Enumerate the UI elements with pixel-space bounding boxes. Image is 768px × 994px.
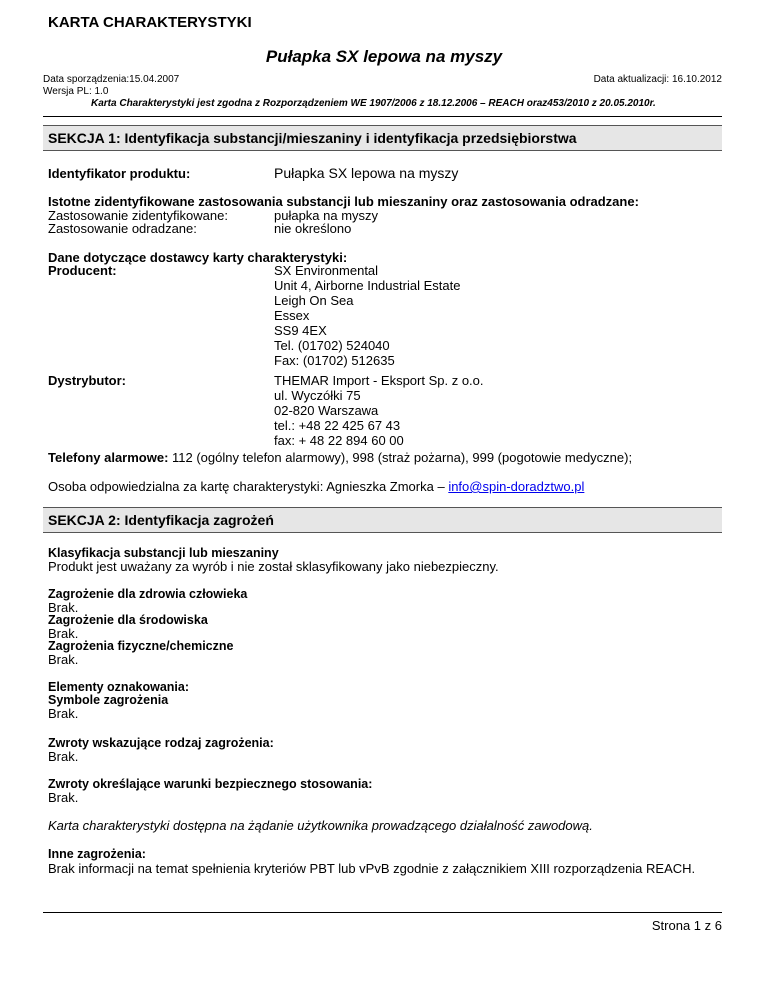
distributor-line: fax: + 48 22 894 60 00 — [274, 433, 404, 448]
producer-line: SS9 4EX — [274, 323, 327, 338]
h-phrases-value: Brak. — [48, 749, 79, 764]
distributor-line: tel.: +48 22 425 67 43 — [274, 418, 401, 433]
section-2-header — [43, 507, 722, 533]
producer-line: Tel. (01702) 524040 — [274, 338, 390, 353]
producer-line: Leigh On Sea — [274, 293, 354, 308]
hazard-symbols-label: Symbole zagrożenia — [48, 693, 169, 707]
distributor-label: Dystrybutor: — [48, 373, 127, 388]
emergency-phones — [48, 450, 632, 465]
responsible-text: Osoba odpowiedzialna za kartę charakterystyki: Agnieszka Zmorka – — [48, 479, 449, 494]
emergency-label: Telefony alarmowe: — [48, 450, 169, 465]
env-hazard-value: Brak. — [48, 626, 79, 641]
document-type: KARTA CHARAKTERYSTYKI — [48, 14, 252, 31]
product-id-value: Pułapka SX lepowa na myszy — [274, 165, 459, 181]
uses-heading: Istotne zidentyfikowane zastosowania substancji lub mieszaniny oraz zastosowania odradzane: — [48, 194, 639, 209]
distributor-line: ul. Wyczółki 75 — [274, 388, 361, 403]
footer-divider — [43, 912, 722, 913]
identified-use-label: Zastosowanie zidentyfikowane: — [48, 208, 228, 223]
product-title: Pułapka SX lepowa na myszy — [265, 47, 503, 66]
date-updated: Data aktualizacji: 16.10.2012 — [593, 74, 722, 85]
discouraged-use-label: Zastosowanie odradzane: — [48, 221, 197, 236]
availability-note: Karta charakterystyki dostępna na żądanie użytkownika prowadzącego działalność zawodową. — [48, 818, 593, 833]
distributor-line: THEMAR Import - Eksport Sp. z o.o. — [274, 373, 484, 388]
distributor-address — [274, 373, 484, 448]
producer-line: SX Environmental — [274, 263, 379, 278]
identified-use-value: pułapka na myszy — [274, 208, 379, 223]
label-elements-heading: Elementy oznakowania: — [48, 680, 190, 694]
page-number: Strona 1 z 6 — [651, 918, 722, 933]
responsible-email-link[interactable]: info@spin-doradztwo.pl — [448, 479, 585, 494]
section-2-title: SEKCJA 2: Identyfikacja zagrożeń — [48, 512, 274, 528]
compliance-note: Karta Charakterystyki jest zgodna z Rozporządzeniem WE 1907/2006 z 18.12.2006 – REACH oraz453/2010 z 20.05.2010r. — [91, 98, 656, 109]
date-created: Data sporządzenia:15.04.2007 — [43, 74, 180, 85]
p-phrases-value: Brak. — [48, 790, 79, 805]
classification-text: Produkt jest uważany za wyrób i nie został sklasyfikowany jako niebezpieczny. — [48, 559, 499, 574]
health-hazard-value: Brak. — [48, 600, 79, 615]
producer-line: Fax: (01702) 512635 — [274, 353, 395, 368]
section-1-title: SEKCJA 1: Identyfikacja substancji/mieszaniny i identyfikacja przedsiębiorstwa — [48, 130, 577, 146]
phys-hazard-label: Zagrożenia fizyczne/chemiczne — [48, 639, 234, 653]
producer-label: Producent: — [48, 263, 117, 278]
other-hazards-value: Brak informacji na temat spełnienia kryteriów PBT lub vPvB zgodnie z załącznikiem XIII rozporządzenia REACH. — [48, 861, 696, 876]
responsible-person — [48, 479, 584, 494]
distributor-line: 02-820 Warszawa — [274, 403, 379, 418]
producer-line: Essex — [274, 308, 310, 323]
producer-address — [274, 263, 460, 368]
discouraged-use-value: nie określono — [274, 221, 352, 236]
producer-line: Unit 4, Airborne Industrial Estate — [274, 278, 461, 293]
supplier-heading: Dane dotyczące dostawcy karty charakterystyki: — [48, 250, 348, 265]
classification-heading: Klasyfikacja substancji lub mieszaniny — [48, 546, 279, 560]
hazard-symbols-value: Brak. — [48, 706, 79, 721]
phys-hazard-value: Brak. — [48, 652, 79, 667]
other-hazards-label: Inne zagrożenia: — [48, 847, 146, 861]
product-id-label: Identyfikator produktu: — [48, 166, 191, 181]
env-hazard-label: Zagrożenie dla środowiska — [48, 613, 208, 627]
header-divider — [43, 116, 722, 117]
version: Wersja PL: 1.0 — [43, 86, 109, 97]
h-phrases-label: Zwroty wskazujące rodzaj zagrożenia: — [48, 736, 274, 750]
health-hazard-label: Zagrożenie dla zdrowia człowieka — [48, 587, 248, 601]
emergency-value: 112 (ogólny telefon alarmowy), 998 (straż pożarna), 999 (pogotowie medyczne); — [168, 450, 633, 465]
p-phrases-label: Zwroty określające warunki bezpiecznego stosowania: — [48, 777, 373, 791]
section-1-header — [43, 125, 722, 151]
